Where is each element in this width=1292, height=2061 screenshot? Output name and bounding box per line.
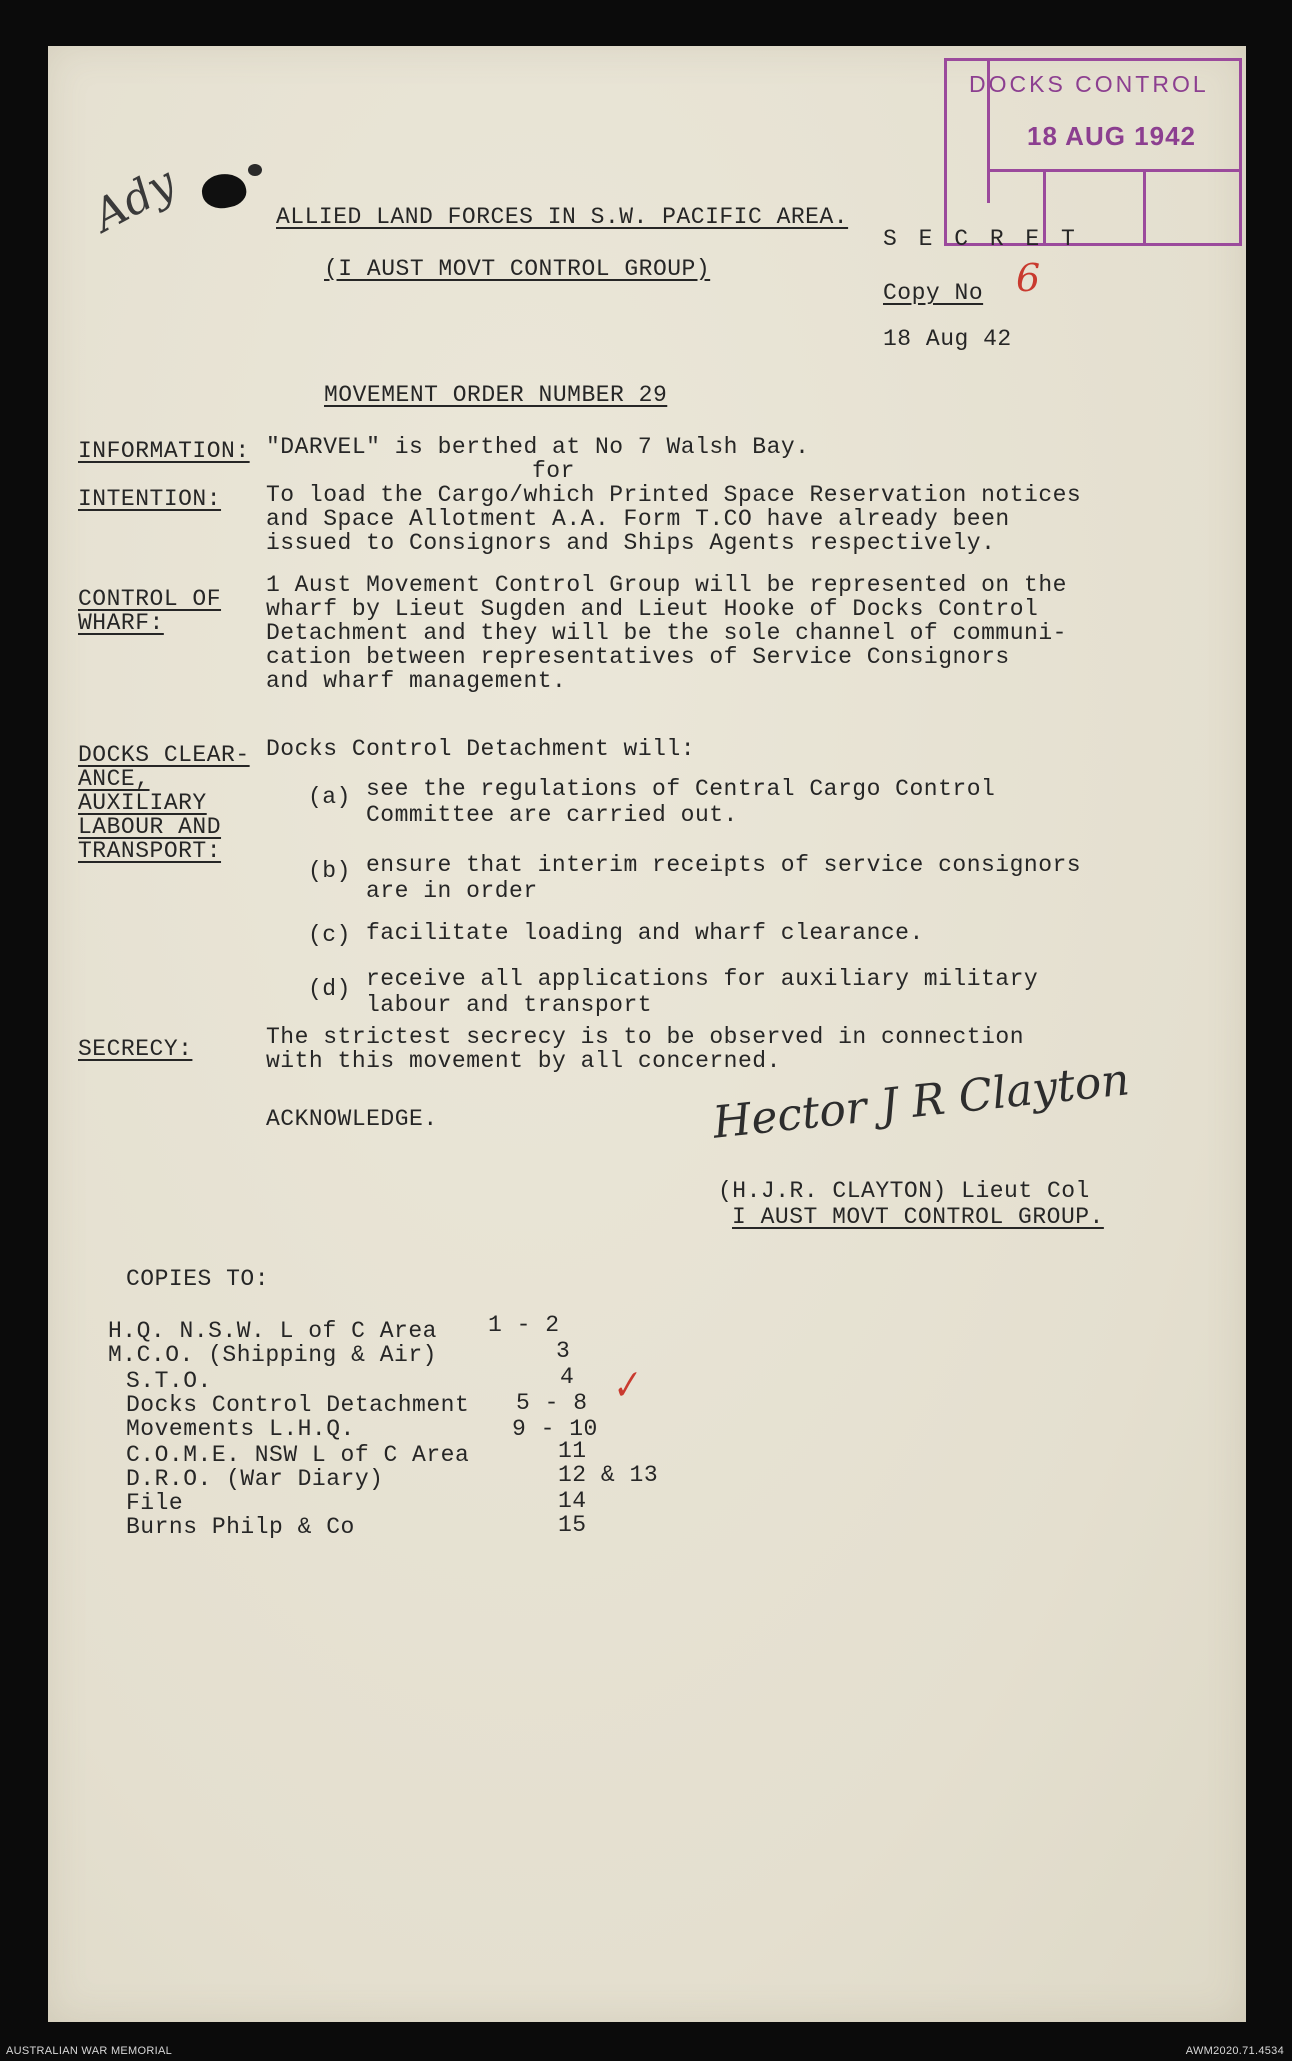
docks-item-d-key: (d)	[308, 976, 351, 1002]
copies-row-count: 4	[560, 1364, 575, 1390]
section-label-intention: INTENTION:	[78, 486, 222, 512]
control-line-2: wharf by Lieut Sugden and Lieut Hooke of Docks Control	[266, 596, 1039, 622]
section-label-control-2: WHARF:	[78, 610, 164, 636]
copies-row-count: 3	[556, 1338, 571, 1364]
acknowledge-instruction: ACKNOWLEDGE.	[266, 1106, 438, 1132]
docks-item-b-key: (b)	[308, 858, 351, 884]
control-line-3: Detachment and they will be the sole channel of communi-	[266, 620, 1067, 646]
signatory-name: (H.J.R. CLAYTON) Lieut Col	[718, 1178, 1090, 1204]
docks-item-d-line-2: labour and transport	[366, 992, 653, 1018]
section-label-control-1: CONTROL OF	[78, 586, 222, 612]
information-text: "DARVEL" is berthed at No 7 Walsh Bay.	[266, 434, 810, 460]
copies-row-recipient: File	[126, 1490, 184, 1516]
copies-row-count: 5 - 8	[516, 1390, 588, 1416]
copies-row-count: 12 & 13	[558, 1462, 659, 1488]
handwritten-signature: Hector J R Clayton	[710, 1054, 1132, 1149]
docks-item-b-line-1: ensure that interim receipts of service consignors	[366, 852, 1082, 878]
intention-line-3: issued to Consignors and Ships Agents respectively.	[266, 530, 996, 556]
docks-item-c-key: (c)	[308, 922, 351, 948]
section-label-docks-2: ANCE,	[78, 766, 150, 792]
section-label-docks-3: AUXILIARY	[78, 790, 207, 816]
control-line-5: and wharf management.	[266, 668, 567, 694]
section-label-secrecy: SECRECY:	[78, 1036, 193, 1062]
org-subheading: (I AUST MOVT CONTROL GROUP)	[324, 256, 711, 282]
docks-item-d-line-1: receive all applications for auxiliary military	[366, 966, 1039, 992]
stamp-title: DOCKS CONTROL	[969, 71, 1209, 97]
archive-reference: AWM2020.71.4534	[1185, 2045, 1284, 2057]
document-title: MOVEMENT ORDER NUMBER 29	[324, 382, 668, 408]
section-label-information: INFORMATION:	[78, 438, 250, 464]
document-page	[48, 46, 1246, 2022]
section-label-docks-4: LABOUR AND	[78, 814, 222, 840]
secrecy-line-2: with this movement by all concerned.	[266, 1048, 781, 1074]
copies-row-recipient: Movements L.H.Q.	[126, 1416, 355, 1442]
order-date: 18 Aug 42	[883, 326, 1012, 352]
section-label-docks-1: DOCKS CLEAR-	[78, 742, 250, 768]
intention-line-2: and Space Allotment A.A. Form T.CO have already been	[266, 506, 1010, 532]
punch-hole	[199, 170, 249, 212]
control-line-4: cation between representatives of Service Consignors	[266, 644, 1010, 670]
copies-row-recipient: C.O.M.E. NSW L of C Area	[126, 1442, 470, 1468]
docks-item-a-key: (a)	[308, 784, 351, 810]
copy-number-label: Copy No	[883, 280, 984, 306]
docks-item-c-line-1: facilitate loading and wharf clearance.	[366, 920, 924, 946]
intention-line-1: To load the Cargo/which Printed Space Reservation notices	[266, 482, 1082, 508]
stamp-date: 18 AUG 1942	[1027, 121, 1197, 151]
docks-intro: Docks Control Detachment will:	[266, 736, 696, 762]
copies-heading: COPIES TO:	[126, 1266, 270, 1292]
docks-item-a-line-1: see the regulations of Central Cargo Control	[366, 776, 996, 802]
intention-insertion: for	[532, 458, 575, 484]
classification-label: S E C R E T	[883, 226, 1079, 252]
control-line-1: 1 Aust Movement Control Group will be represented on the	[266, 572, 1067, 598]
copies-row-recipient: S.T.O.	[126, 1368, 212, 1394]
copies-row-recipient: D.R.O. (War Diary)	[126, 1466, 384, 1492]
copies-row-recipient: M.C.O. (Shipping & Air)	[108, 1342, 437, 1368]
copies-row-count: 9 - 10	[512, 1416, 598, 1442]
copies-row-recipient: Docks Control Detachment	[126, 1392, 470, 1418]
check-mark-icon: ✓	[605, 1362, 645, 1411]
copies-row-count: 15	[558, 1512, 587, 1538]
section-label-docks-5: TRANSPORT:	[78, 838, 222, 864]
docks-item-a-line-2: Committee are carried out.	[366, 802, 738, 828]
copy-number: 6	[1016, 256, 1041, 300]
secrecy-line-1: The strictest secrecy is to be observed in connection	[266, 1024, 1025, 1050]
copies-row-recipient: Burns Philp & Co	[126, 1514, 355, 1540]
punch-hole-fragment	[248, 164, 262, 176]
org-heading: ALLIED LAND FORCES IN S.W. PACIFIC AREA.	[276, 204, 849, 230]
copies-row-count: 1 - 2	[488, 1312, 560, 1338]
copies-row-count: 11	[558, 1438, 587, 1464]
docks-control-stamp	[944, 58, 1242, 246]
archive-credit: AUSTRALIAN WAR MEMORIAL	[6, 2045, 173, 2057]
copies-row-count: 14	[558, 1488, 587, 1514]
signatory-unit: I AUST MOVT CONTROL GROUP.	[732, 1204, 1104, 1230]
copies-row-recipient: H.Q. N.S.W. L of C Area	[108, 1318, 437, 1344]
docks-item-b-line-2: are in order	[366, 878, 538, 904]
handwritten-initials: Ady	[84, 157, 184, 242]
